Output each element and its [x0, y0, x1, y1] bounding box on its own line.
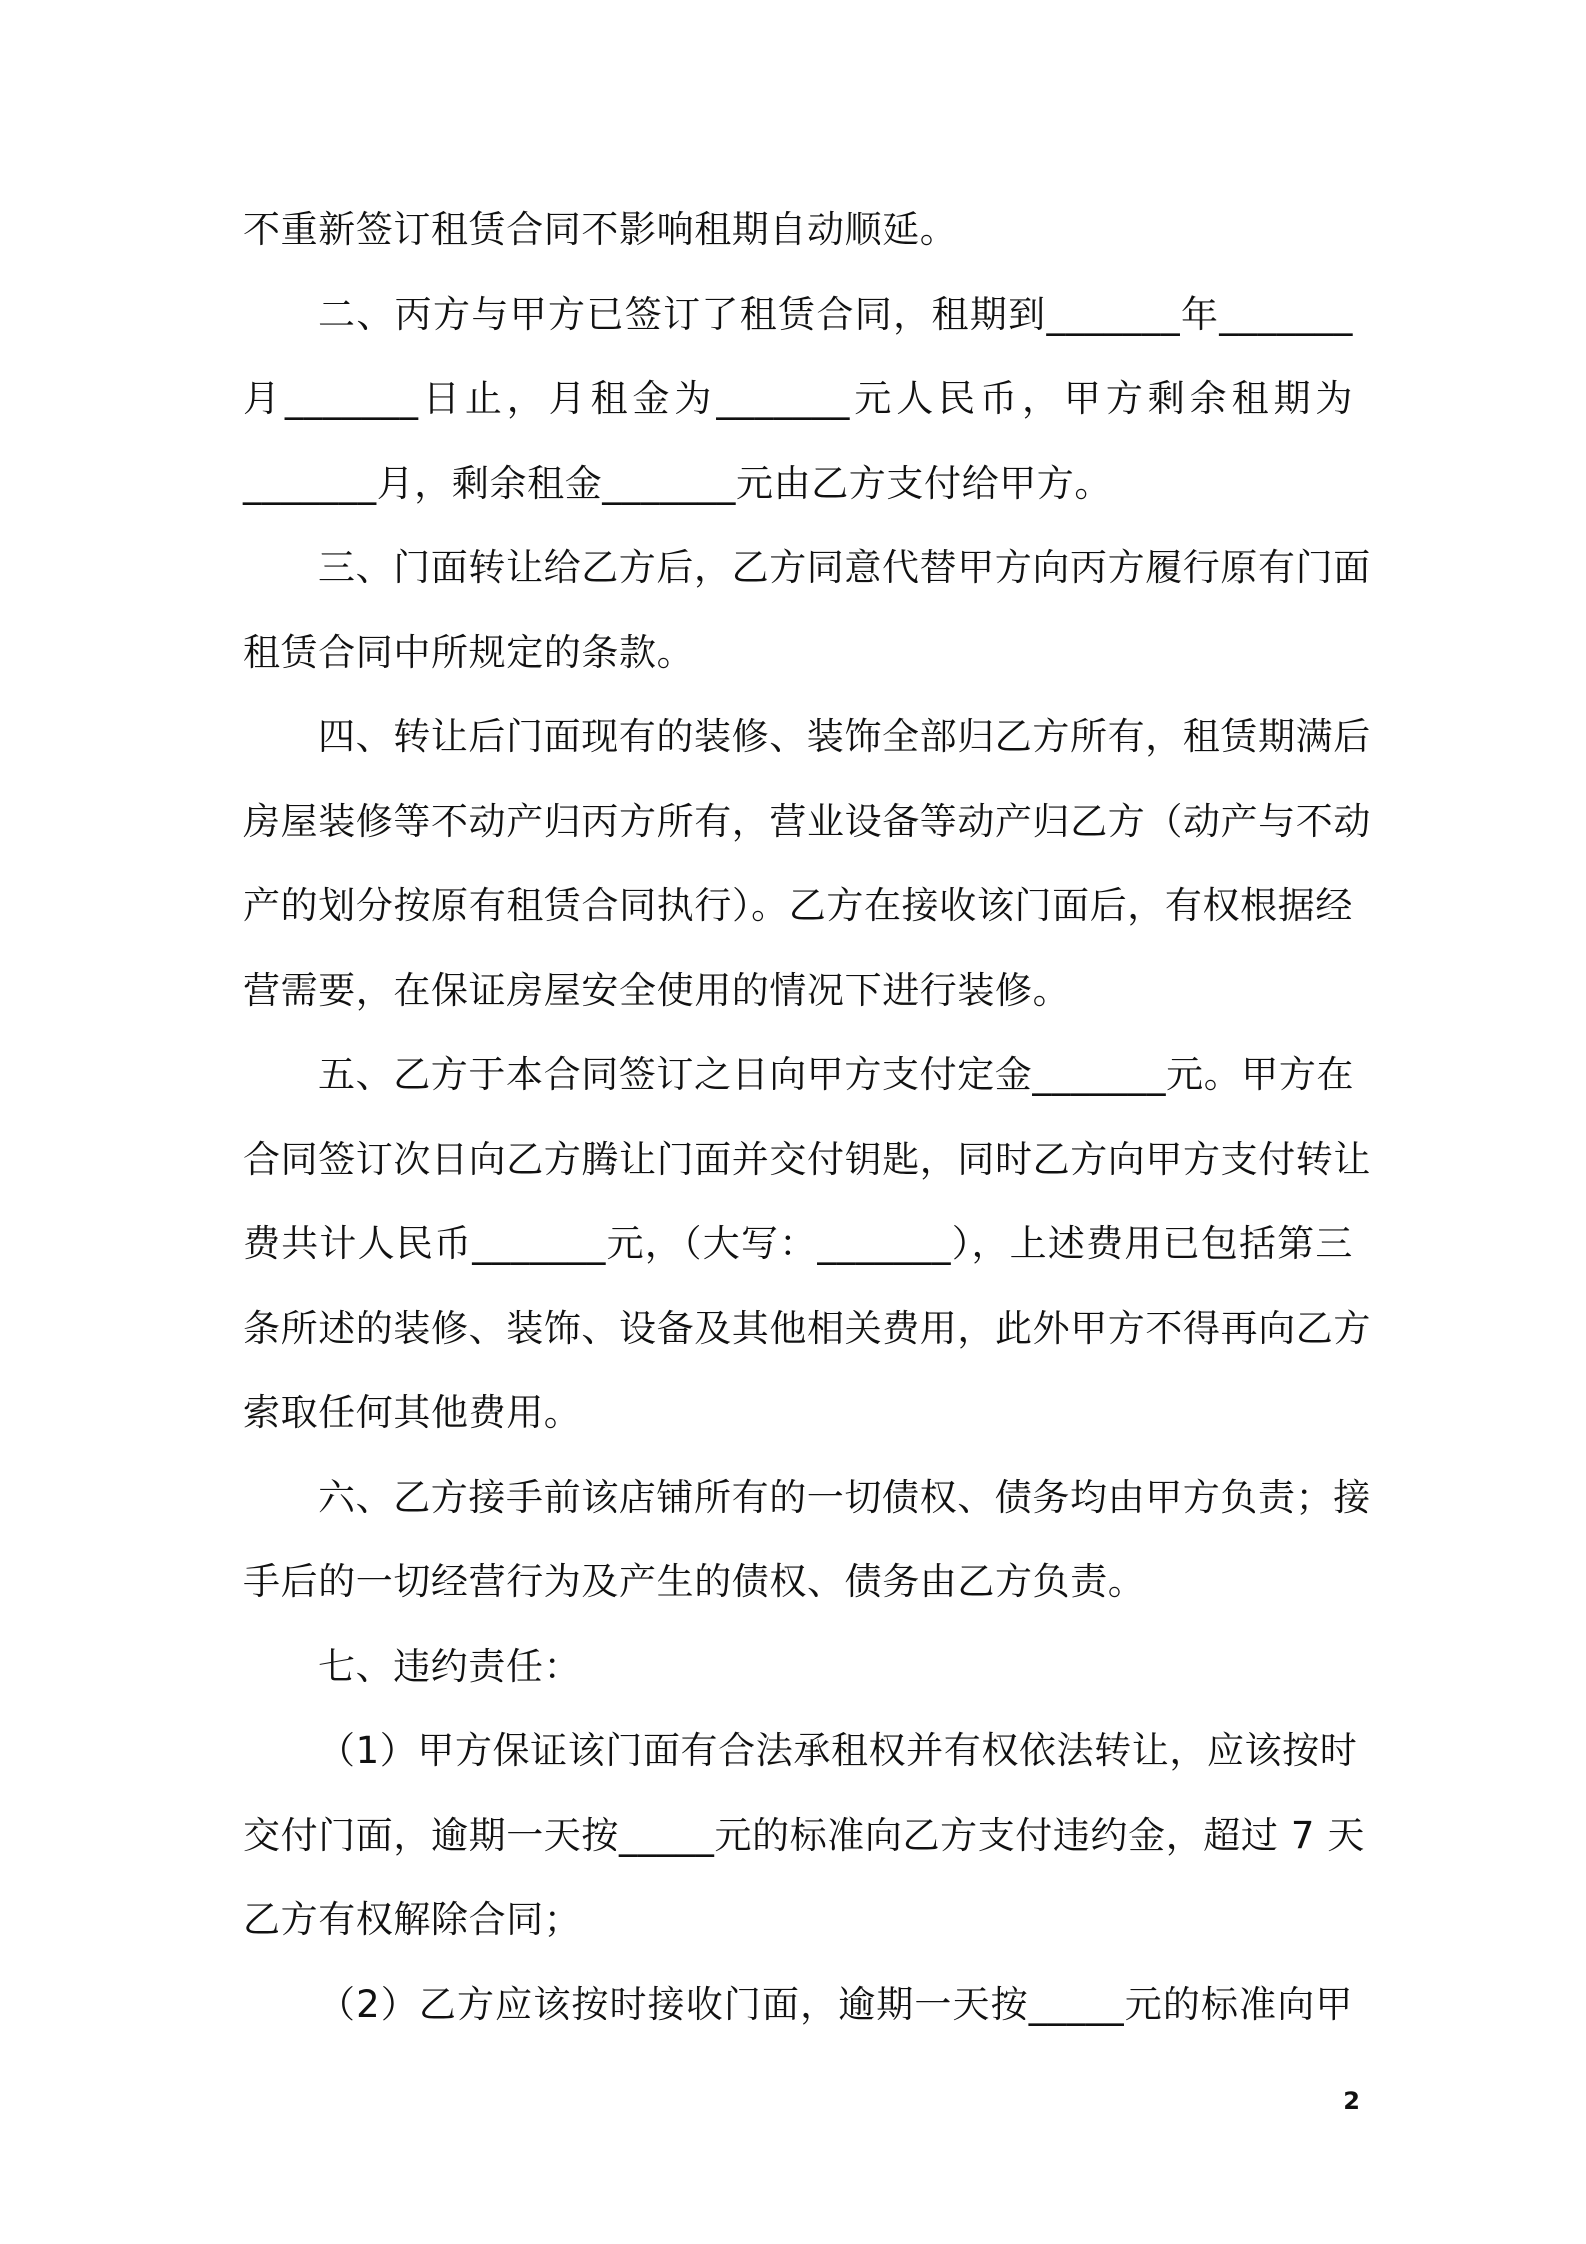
clause-7-item-2-line-1: （2）乙方应该按时接收门面，逾期一天按_____元的标准向甲: [318, 1983, 1353, 2026]
text-line: 不重新签订租赁合同不影响租期自动顺延。: [243, 208, 958, 251]
clause-4-line-3: 产的划分按原有租赁合同执行）。乙方在接收该门面后，有权根据经: [243, 884, 1353, 927]
page-number: 2: [1343, 2087, 1360, 2115]
clause-5-line-4: 条所述的装修、装饰、设备及其他相关费用，此外甲方不得再向乙方: [243, 1307, 1371, 1350]
clause-4-line-1: 四、转让后门面现有的装修、装饰全部归乙方所有，租赁期满后: [318, 715, 1371, 758]
clause-7-item-1-line-3: 乙方有权解除合同；: [243, 1898, 582, 1941]
clause-7-item-1-line-2: 交付门面，逾期一天按_____元的标准向乙方支付违约金，超过 7 天: [243, 1814, 1365, 1857]
clause-5-line-5: 索取任何其他费用。: [243, 1391, 582, 1434]
clause-2-line-1: 二、丙方与甲方已签订了租赁合同，租期到_______年_______: [318, 293, 1353, 336]
clause-2-line-2: 月_______日止，月租金为_______元人民币，甲方剩余租期为: [243, 377, 1353, 420]
clause-4-line-2: 房屋装修等不动产归丙方所有，营业设备等动产归乙方（动产与不动: [243, 800, 1371, 843]
clause-4-line-4: 营需要，在保证房屋安全使用的情况下进行装修。: [243, 969, 1071, 1012]
clause-5-line-3: 费共计人民币_______元，（大写：_______），上述费用已包括第三: [243, 1222, 1353, 1265]
clause-7-heading: 七、违约责任：: [318, 1645, 582, 1688]
clause-7-item-1-line-1: （1）甲方保证该门面有合法承租权并有权依法转让，应该按时: [318, 1729, 1358, 1772]
clause-3-line-1: 三、门面转让给乙方后，乙方同意代替甲方向丙方履行原有门面: [318, 546, 1371, 589]
clause-5-line-1: 五、乙方于本合同签订之日向甲方支付定金_______元。甲方在: [318, 1053, 1355, 1096]
clause-3-line-2: 租赁合同中所规定的条款。: [243, 631, 695, 674]
clause-2-line-3: _______月，剩余租金_______元由乙方支付给甲方。: [243, 462, 1112, 505]
clause-5-line-2: 合同签订次日向乙方腾让门面并交付钥匙，同时乙方向甲方支付转让: [243, 1138, 1371, 1181]
clause-6-line-1: 六、乙方接手前该店铺所有的一切债权、债务均由甲方负责；接: [318, 1476, 1371, 1519]
clause-6-line-2: 手后的一切经营行为及产生的债权、债务由乙方负责。: [243, 1560, 1146, 1603]
